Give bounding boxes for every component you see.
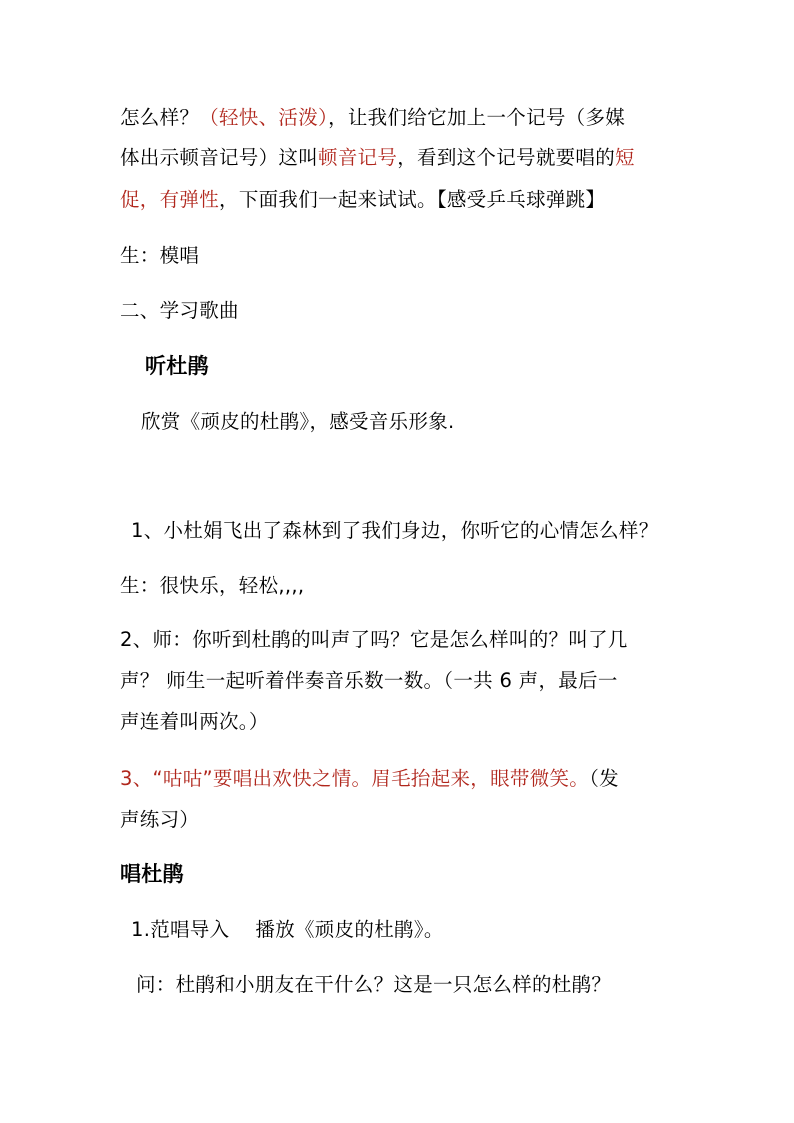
question-text: 问：杜鹃和小朋友在干什么？这是一只怎么样的杜鹃？ [136, 973, 612, 996]
question-1: 1、小杜娟飞出了森林到了我们身边，你听它的心情怎么样？ [131, 519, 659, 542]
heading-listen: 听杜鹃 [145, 354, 209, 378]
text: ，让我们给它加上一个记号（多媒 [328, 106, 626, 129]
question-2-line3: 声连着叫两次。） [120, 710, 269, 733]
student-imitate: 生：模唱 [120, 244, 200, 267]
highlight-text: 顿音记号 [318, 146, 398, 169]
heading-sing: 唱杜鹃 [120, 862, 184, 886]
question-3-line1 [120, 765, 619, 793]
question-2-line2: 声？ 师生一起听着伴奏音乐数一数。（一共 6 声，最后一 [120, 669, 618, 692]
paragraph1-line2 [120, 144, 635, 172]
question-3-line2: 声练习） [120, 808, 200, 831]
highlight-text: 3、“咕咕”要唱出欢快之情。眉毛抬起来，眼带微笑。 [120, 767, 590, 790]
text: ，下面我们一起来试试。【感受乒乓球弹跳】 [219, 188, 606, 211]
highlight-text: 促，有弹性 [120, 188, 220, 211]
appreciate-text: 欣赏《顽皮的杜鹃》，感受音乐形象. [141, 410, 455, 433]
text: （发 [589, 767, 619, 790]
paragraph1-line1 [120, 104, 625, 132]
highlight-text: （轻快、活泼） [199, 106, 329, 129]
text: ，看到这个记号就要唱的 [397, 146, 616, 169]
text: 怎么样？ [120, 106, 200, 129]
text: 体出示顿音记号）这叫 [120, 146, 319, 169]
paragraph1-line3 [120, 186, 605, 214]
question-2-line1: 2、师：你听到杜鹃的叫声了吗？它是怎么样叫的？叫了几 [120, 628, 628, 651]
step-1: 1.范唱导入 播放《顽皮的杜鹃》。 [131, 918, 444, 941]
answer-1: 生：很快乐，轻松,,,, [120, 574, 305, 597]
section2-title: 二、学习歌曲 [120, 299, 239, 322]
highlight-text: 短 [615, 146, 635, 169]
